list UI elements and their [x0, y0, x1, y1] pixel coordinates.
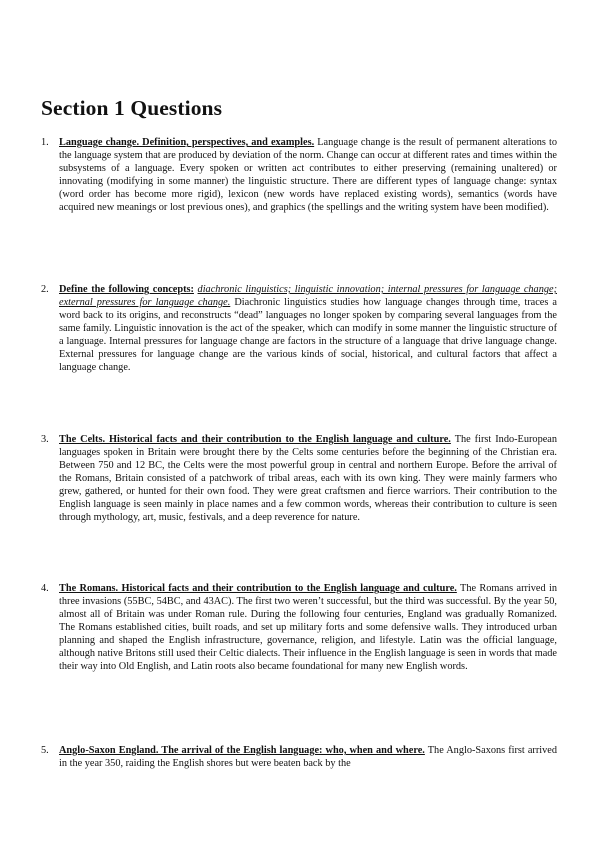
question-number: 1.	[41, 137, 49, 148]
question-number: 2.	[41, 284, 49, 295]
question-answer: Diachronic linguistics studies how language changes through time, traces a word back to its origins, and reconstructs “dead” languages no longer spoken by comparing several languages from the same family. Linguistic innovation is the act of the speaker, which can modify in some manner the linguistic structure of a language. Internal pressures for language change are factors in the structure of a language that drive language change. External pressures for language change are the various kinds of social, historical, and cultural factors that affect a language change.	[59, 296, 557, 373]
question-heading: The Romans. Historical facts and their contribution to the English language and culture.	[59, 583, 457, 594]
question-answer: The first Indo-European languages spoken in Britain were brought there by the Celts some centuries before the beginning of the Christian era. Between 750 and 12 BC, the Celts were the most powerful group in central and northern Europe. Before the arrival of the Romans, Britain consisted of a patchwork of tribal areas, each with its own king. They were mainly farmers who grew, gathered, or hunted for their own food. They were great craftsmen and fierce warriors. Their contribution to the English language is seen mainly in place names and a few common words, whereas their contribution to culture is seen through mythology, art, music, festivals, and a deep reverence for nature.	[59, 434, 558, 523]
question-number: 4.	[41, 583, 49, 594]
question-body	[59, 583, 557, 674]
question-answer: The Romans arrived in three invasions (55BC, 54BC, and 43AC). The first two weren’t successful, but the third was successful. By the year 50, almost all of Britain was under Roman rule. During the following four centuries, England was gradually Romanized. The Romans established cities, built roads, and set up military forts and some defensive walls. They introduced urban planning and shaped the English infrastructure, governance, religion, and lifestyle. Latin was the official language, although native Britons still used their Celtic dialects. Their influence in the English language is seen in words that made their way into Old English, and Latin roots also became foundational for many new English words.	[59, 583, 558, 672]
section-title: Section 1 Questions	[41, 96, 223, 120]
question-heading: Anglo-Saxon England. The arrival of the English language: who, when and where.	[59, 745, 425, 756]
question-heading: Define the following concepts:	[59, 284, 194, 295]
question-body	[59, 137, 557, 215]
question-item	[41, 583, 557, 674]
question-item	[41, 434, 557, 525]
question-body	[59, 745, 557, 771]
question-item	[41, 284, 557, 375]
question-concepts: diachronic linguistics; linguistic innovation; internal pressures for language change; external pressures for language change.	[59, 284, 557, 308]
question-body	[59, 434, 557, 525]
question-heading: Language change. Definition, perspectives, and examples.	[59, 137, 315, 148]
question-item	[41, 137, 557, 215]
question-body	[59, 284, 557, 375]
question-item	[41, 745, 557, 771]
question-answer: The Anglo-Saxons first arrived in the year 350, raiding the English shores but were beaten back by the	[59, 745, 558, 769]
question-heading: The Celts. Historical facts and their contribution to the English language and culture.	[59, 434, 451, 445]
question-number: 3.	[41, 434, 49, 445]
question-answer: Language change is the result of permanent alterations to the language system that are produced by deviation of the norm. Change can occur at different rates and times within the subsystems of a language. Every spoken or written act contributes to either preserving (remaining unaltered) or innovating (modifying in some manner) the linguistic structure. There are different types of language change: syntax (word order has become more rigid), lexicon (new words have replaced existing words), semantics (words have acquired new meanings or lost previous ones), and graphics (the spellings and the writing system have been modified).	[59, 137, 557, 213]
question-number: 5.	[41, 745, 49, 756]
